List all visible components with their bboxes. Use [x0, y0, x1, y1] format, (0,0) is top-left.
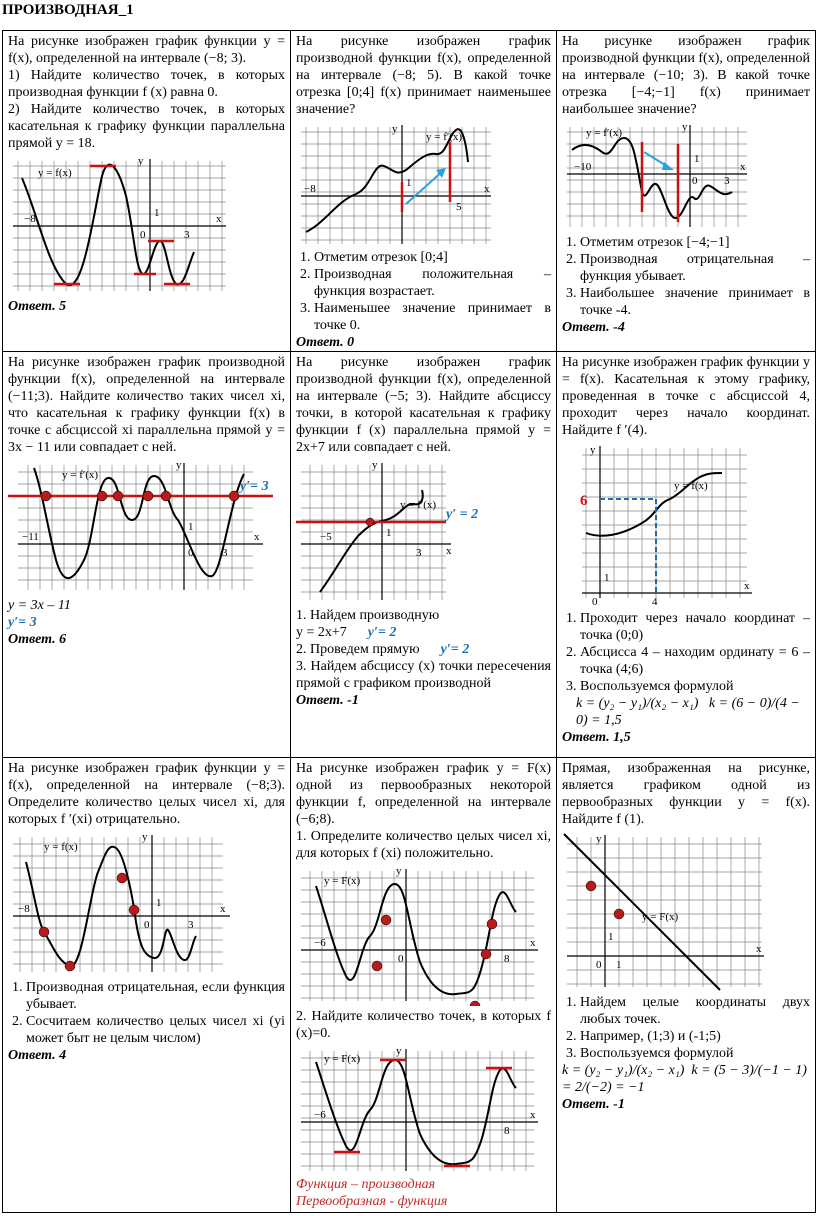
axis-label-y: y: [396, 866, 402, 877]
tick-label: 1: [406, 177, 412, 189]
increasing-point: [487, 919, 497, 929]
decreasing-point: [117, 873, 127, 883]
derivative-curve: [34, 468, 244, 578]
step: 2. Производная отрицательная – функция убывает.: [580, 251, 810, 285]
point: [586, 881, 596, 891]
tick-label: 0: [398, 953, 404, 965]
tick-label: 5: [456, 201, 462, 213]
axis-label-x: x: [446, 545, 452, 557]
grid-lines: [301, 127, 491, 244]
task-text: Прямая, изображенная на рисунке, является графиком одной из первообразных функции y = f(x). Найдите f (1).: [562, 761, 810, 827]
decreasing-point: [65, 961, 75, 971]
answer: Ответ. 1,5: [562, 730, 631, 745]
task-cell-6: [557, 352, 816, 758]
step: 1. Отметим отрезок [0;4]: [314, 249, 551, 266]
step: 2. Например, (1;3) и (-1;5): [580, 1028, 810, 1045]
intersection-point: [366, 518, 374, 526]
graph-label: y = f(x): [38, 167, 72, 179]
tick-label: 1: [608, 931, 614, 943]
formula: k = (6 − 0)/(4 − 0) = 1,5: [576, 696, 800, 728]
axis-label-x: x: [254, 531, 260, 543]
axis-label-y: y: [142, 832, 148, 843]
line-label: y′ = 2: [446, 507, 479, 522]
answer: Ответ. -4: [562, 320, 625, 335]
graph-label: y = F(x): [642, 911, 679, 923]
axis-label-y: y: [392, 123, 398, 135]
function-curve: [22, 165, 194, 286]
derivative-value: y′= 2: [440, 642, 470, 657]
question-2: 2. Найдите количество точек, в которых f (x)=0.: [296, 1009, 551, 1041]
function-curve: [26, 847, 196, 966]
solution-steps: [562, 610, 810, 695]
formula: k = (5 − 3)/(−1 − 1) = 2/(−2) = −1: [562, 1063, 807, 1095]
derivative-value: y′= 3: [8, 615, 37, 630]
step: 1. Отметим отрезок [−4;−1]: [580, 234, 810, 251]
task-cell-8: [291, 758, 557, 1213]
decreasing-point: [39, 927, 49, 937]
answer: Ответ. -1: [296, 693, 359, 708]
step: 3. Наименьшее значение принимает в точке 0.: [314, 300, 551, 334]
solution-steps: [296, 249, 551, 334]
increasing-point: [372, 961, 382, 971]
grid-lines: [567, 127, 747, 227]
answer: Ответ. 0: [296, 335, 355, 350]
step-detail: [296, 641, 551, 658]
formula-row: [562, 695, 810, 729]
axis-label-x: x: [530, 1109, 536, 1121]
decreasing-point: [129, 905, 139, 915]
formula: k = (y₂ − y₁)/(x₂ − x₁): [562, 1063, 685, 1078]
tick-label: 8: [504, 1125, 510, 1137]
task-cell-7: [3, 758, 291, 1213]
increasing-point: [470, 1001, 480, 1006]
formula: k = (y₂ − y₁)/(x₂ − x₁): [576, 696, 699, 711]
function-graph: [8, 832, 233, 977]
task-text: На рисунке изображен график функции y = f(x), определенной на интервале (−8; 3).: [8, 34, 285, 66]
axis-label-x: x: [216, 213, 222, 225]
task-text: На рисунке изображен график производной функции f(x), определенной на интервале (−11;3). Найдите количество таких чисел xi, что касательная к графику функции f(x) в точке с абсциссой xi параллельна прямой y = 3x − 11 или совпадает с ней.: [8, 355, 285, 455]
function-graph: [8, 156, 228, 296]
step: 1. Найдем производную: [296, 608, 440, 623]
task-cell-9: [557, 758, 816, 1213]
intersection-point: [97, 491, 107, 501]
page-title: ПРОИЗВОДНАЯ_1: [2, 2, 134, 18]
tick-label: −6: [314, 937, 326, 949]
intersection-point: [41, 491, 51, 501]
line-label: y′= 3: [240, 479, 269, 494]
derivative-graph: [296, 122, 496, 247]
question-1: 1) Найдите количество точек, в которых производная функции f (x) равна 0.: [8, 68, 285, 100]
step-detail: [296, 624, 551, 641]
tick-label: 0: [596, 959, 602, 971]
task-cell-1: [3, 31, 291, 352]
grid-lines: [18, 465, 253, 590]
graph-label: y = F(x): [324, 1053, 361, 1065]
tick-label: 4: [652, 596, 658, 608]
tick-label: 3: [416, 547, 422, 559]
antiderivative-graph: [296, 1046, 541, 1174]
tick-label: 3: [724, 175, 730, 187]
tick-label: 0: [144, 919, 150, 931]
axis-label-y: y: [682, 122, 688, 133]
derivative-graph: [296, 460, 501, 605]
intersection-point: [229, 491, 239, 501]
tick-label: −5: [320, 531, 332, 543]
increasing-point: [481, 949, 491, 959]
axis-label-x: x: [756, 943, 762, 955]
tick-label: −11: [22, 531, 39, 543]
tick-label: −10: [574, 161, 592, 173]
tick-label: 1: [616, 959, 622, 971]
step: 2. Производная положительная – функция возрастает.: [314, 266, 551, 300]
intersection-point: [161, 491, 171, 501]
step: 1. Найдем целые координаты двух любых точек.: [580, 994, 810, 1028]
formula-row: [562, 1062, 810, 1096]
task-cell-2: [291, 31, 557, 352]
task-cell-4: [3, 352, 291, 758]
answer: Ответ. 5: [8, 299, 67, 314]
graph-label: y = f′(x): [426, 131, 463, 143]
tick-label: 0: [692, 175, 698, 187]
step: 3. Найдем абсциссу (x) точки пересечения прямой с графиком производной: [296, 659, 551, 691]
point: [614, 909, 624, 919]
task-text: На рисунке изображен график производной функции f(x), определенной на интервале (−8; 5). В какой точке отрезка [0;4] f(x) принимает наименьшее значение?: [296, 34, 551, 117]
answer: Ответ. -1: [562, 1097, 625, 1112]
axis-label-y: y: [176, 460, 182, 471]
task-text: На рисунке изображен график производной функции f(x), определенной на интервале (−10; 3). В какой точке отрезка [−4;−1] f(x) принимает наибольшее значение?: [562, 34, 810, 117]
note: Первообразная - функция: [296, 1194, 448, 1209]
tick-label: −8: [304, 183, 316, 195]
task-cell-5: [291, 352, 557, 758]
derivative-graph: [8, 460, 278, 595]
tick-label: −8: [24, 213, 36, 225]
function-graph: [562, 443, 762, 608]
intersection-point: [113, 491, 123, 501]
tick-label: −8: [18, 903, 30, 915]
tick-label: 1: [604, 572, 610, 584]
axis-label-x: x: [484, 183, 490, 195]
grid-lines: [301, 871, 534, 1001]
step: 2. Проведем прямую: [296, 642, 420, 657]
step: 1. Производная отрицательная, если функция убывает.: [26, 979, 285, 1013]
graph-label: y = f(x): [44, 841, 78, 853]
tick-label: 0: [140, 229, 146, 241]
equation: y = 3x – 11: [8, 598, 71, 613]
axis-label-x: x: [530, 937, 536, 949]
note: Функция – производная: [296, 1177, 436, 1192]
graph-label: y = f(x): [674, 480, 708, 492]
graph-label: y = f′(x): [586, 127, 623, 139]
derivative-value: y′= 2: [367, 625, 397, 640]
axis-label-y: y: [372, 460, 378, 471]
axis-label-y: y: [590, 444, 596, 456]
equation: y = 2x+7: [296, 625, 347, 640]
tick-label: 3: [188, 919, 194, 931]
derivative-curve: [572, 138, 732, 218]
tick-label: 1: [154, 207, 160, 219]
step: 2. Абсцисса 4 – находим ординату = 6 – точка (4;6): [580, 644, 810, 678]
axis-label-y: y: [596, 833, 602, 845]
tick-label: 1: [188, 521, 194, 533]
axis-label-y: y: [396, 1046, 402, 1057]
increasing-point: [381, 915, 391, 925]
question-1: 1. Определите количество целых чисел xi, для которых f (xi) положительно.: [296, 829, 551, 861]
graph-label: y = f′(x): [62, 469, 99, 481]
task-text: На рисунке изображен график функции y = f(x), определенной на интервале (−8;3). Определите количество целых чисел xi, для которых f ′(xi) отрицательно.: [8, 761, 285, 827]
graph-label: y = F(x): [324, 875, 361, 887]
tick-label: 3: [222, 547, 228, 559]
task-text: На рисунке изображен график y = F(x) одной из первообразных некоторой функции f, определенной на интервале (−6;8).: [296, 761, 551, 827]
question-2: 2) Найдите количество точек, в которых касательная к графику функции параллельна прямой y = 18.: [8, 102, 285, 151]
ordinate-label: 6: [580, 493, 588, 509]
tick-label: 1: [386, 527, 392, 539]
tick-label: −6: [314, 1109, 326, 1121]
step: 3. Наибольшее значение принимает в точке -4.: [580, 285, 810, 319]
antiderivative-graph: [296, 866, 541, 1006]
intersection-point: [143, 491, 153, 501]
derivative-graph: [562, 122, 752, 232]
step: 2. Сосчитаем количество целых чисел xi (yi может быт не целым числом): [26, 1013, 285, 1047]
task-text: На рисунке изображен график производной функции f(x), определенной на интервале (−5; 3). Найдите абсциссу точки, в которой касательная к графику функции f (x) параллельна прямой y = 2x+7 или совпадает с ней.: [296, 355, 551, 455]
tasks-table: [2, 30, 816, 1213]
solution-steps: [8, 979, 285, 1047]
step: 1. Проходит через начало координат – точка (0;0): [580, 610, 810, 644]
tick-label: 3: [184, 229, 190, 241]
axis-label-x: x: [220, 903, 226, 915]
solution-steps: [562, 994, 810, 1062]
axis-label-y: y: [138, 156, 144, 167]
antiderivative-line-graph: [562, 832, 767, 992]
tick-label: 1: [694, 153, 700, 165]
tick-label: 0: [592, 596, 598, 608]
step: 3. Воспользуемся формулой: [580, 678, 810, 695]
answer: Ответ. 4: [8, 1048, 67, 1063]
answer: Ответ. 6: [8, 632, 67, 647]
tick-label: 1: [410, 931, 416, 943]
tick-label: 0: [188, 547, 194, 559]
solution-steps: [562, 234, 810, 319]
arrow-head: [662, 162, 674, 170]
task-cell-3: [557, 31, 816, 352]
step: 3. Воспользуемся формулой: [580, 1045, 810, 1062]
axis-label-x: x: [740, 161, 746, 173]
graph-label: y = f′(x): [400, 499, 437, 511]
tick-label: 1: [156, 897, 162, 909]
tick-label: 1: [410, 1103, 416, 1115]
tick-label: 8: [504, 953, 510, 965]
task-text: На рисунке изображен график функции y = f(x). Касательная к этому графику, проведенная в точке с абсциссой 4, проходит через начало координат. Найдите f ′(4).: [562, 355, 810, 438]
axis-label-x: x: [744, 580, 750, 592]
